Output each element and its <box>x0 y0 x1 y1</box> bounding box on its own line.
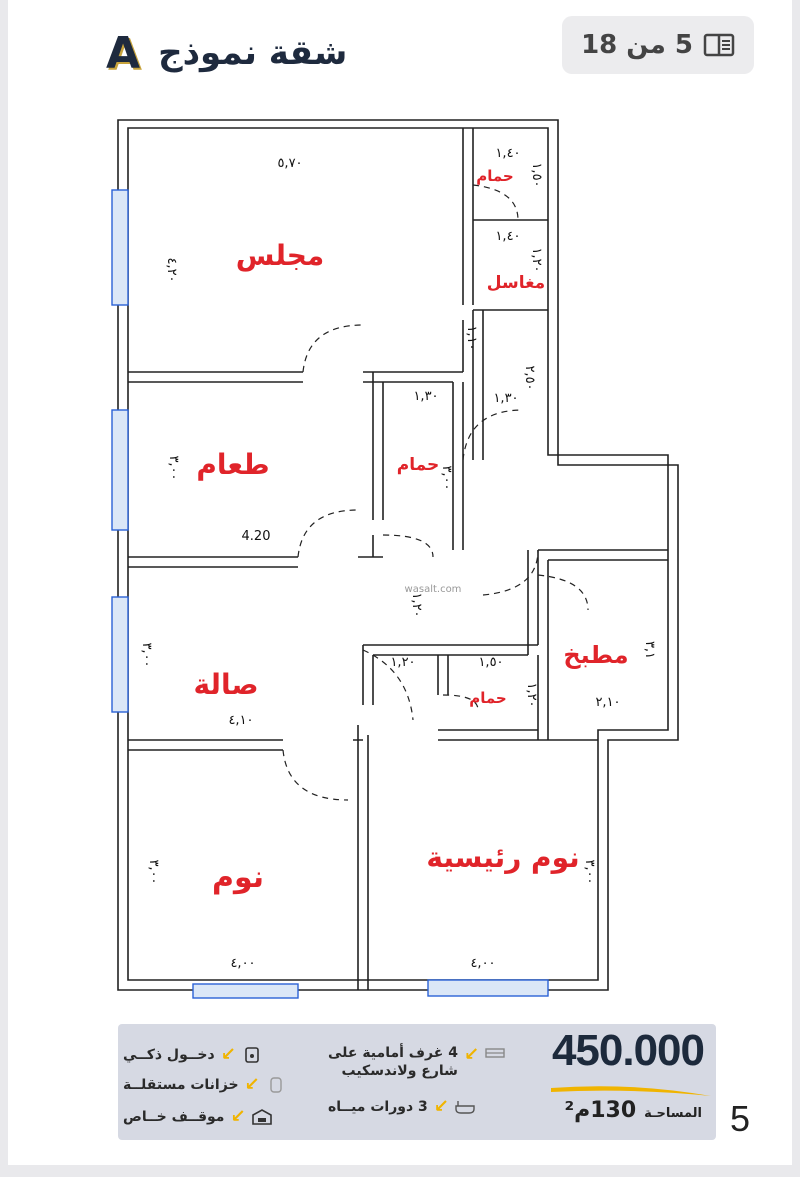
dim-hall-w: ٤,١٠ <box>228 713 254 728</box>
page-counter-button[interactable] <box>562 16 754 74</box>
dim-dining-h: ٣,٠٠ <box>166 455 181 481</box>
dim-kitchen-w: ٢,١٠ <box>595 695 621 710</box>
dim-bath-mid-h: ٣,٠٠ <box>439 465 454 491</box>
book-icon <box>703 33 735 57</box>
area-label: المساحـة <box>644 1106 702 1121</box>
room-label-bedroom: نوم <box>211 860 265 895</box>
feature-front-rooms <box>328 1044 505 1080</box>
page-number: 5 <box>729 1098 750 1139</box>
dim-bath-small-h: ١,٢٠ <box>524 682 539 708</box>
window-master <box>428 980 548 996</box>
bathtub-icon <box>455 1099 475 1115</box>
window-dining <box>112 410 128 530</box>
dim-corridor-h: ١,١٠ <box>464 325 479 351</box>
dim-corridor2-w: ١,٣٠ <box>493 391 519 406</box>
dim-lobby-h: ١,٢٠ <box>409 592 424 618</box>
dim-master-h: ٣,٠٠ <box>582 859 597 885</box>
garage-icon <box>252 1109 272 1125</box>
area-value: 130م² <box>564 1098 637 1123</box>
dim-majlis-w: ٥,٧٠ <box>277 156 303 171</box>
dim-majlis-h: ٤,٢٠ <box>164 257 179 283</box>
dim-bedroom-w: ٤,٠٠ <box>230 956 256 971</box>
arrow-icon: ↙ <box>220 1044 236 1065</box>
window-majlis <box>112 190 128 305</box>
dim-corridor2-h: ٢,٥٠ <box>522 365 537 391</box>
room-label-wash: مغاسل <box>486 273 546 293</box>
arrow-icon: ↙ <box>433 1096 449 1117</box>
dim-master-w: ٤,٠٠ <box>470 956 496 971</box>
page-title <box>106 28 347 78</box>
dim-wash-w: ١,٤٠ <box>495 229 521 244</box>
features-bar <box>118 1024 716 1140</box>
room-label-bath-mid: حمام <box>396 455 440 475</box>
dim-lobby-w: ١,٢٠ <box>390 655 416 670</box>
room-label-master: نوم رئيسية <box>426 841 580 874</box>
feature-parking: ↙ موقــف خــاص <box>123 1106 272 1127</box>
dim-bedroom-h: ٣,٠٠ <box>146 859 161 885</box>
page-counter-text: 5 من 18 <box>581 30 693 60</box>
brochure-page <box>8 0 792 1165</box>
arrow-icon: ↙ <box>244 1074 260 1095</box>
floor-plan <box>108 110 688 1005</box>
window-hall <box>112 597 128 712</box>
price-value: 450.000 <box>551 1026 704 1075</box>
window-bedroom <box>193 984 298 998</box>
model-letter: A <box>106 27 141 79</box>
dim-wash-h: ١,٢٠ <box>529 247 544 273</box>
smart-lock-icon <box>242 1047 262 1063</box>
dim-bath-mid-w: ١,٣٠ <box>413 389 439 404</box>
room-label-majlis: مجلس <box>235 239 325 272</box>
dim-bath-top-h: ١,٥٠ <box>529 162 544 188</box>
room-label-kitchen: مطبخ <box>563 641 629 669</box>
area-info <box>564 1098 702 1123</box>
room-label-hall: صالة <box>193 668 259 701</box>
gold-swoosh-icon <box>551 1082 711 1096</box>
room-label-bath-top: حمام <box>476 167 514 185</box>
bed-icon <box>485 1044 505 1060</box>
front-rooms-line1: 4 غرف أمامية على <box>328 1045 458 1061</box>
dim-bath-small-w: ١,٥٠ <box>478 655 504 670</box>
dim-hall-h: ٣,٠٠ <box>139 642 154 668</box>
dim-bath-top-w: ١,٤٠ <box>495 146 521 161</box>
dim-dining-w: 4.20 <box>241 529 271 544</box>
feature-baths: ↙ 3 دورات ميــاه <box>328 1096 475 1117</box>
feature-smart-entry: ↙ دخــول ذكــي <box>123 1044 262 1065</box>
arrow-icon: ↙ <box>463 1044 480 1065</box>
dim-kitchen-h: ٣,١ <box>642 640 657 660</box>
room-label-bath-small: حمام <box>469 689 507 707</box>
room-label-dining: طعام <box>196 448 270 481</box>
tank-icon <box>266 1077 286 1093</box>
feature-tanks: ↙ خزانات مستقلــة <box>123 1074 286 1095</box>
arrow-icon: ↙ <box>230 1106 246 1127</box>
price-panel <box>543 1024 716 1140</box>
watermark: wasalt.com <box>404 584 462 595</box>
title-text: شقة نموذج <box>158 33 348 73</box>
front-rooms-line2: شارع ولاندسكيب <box>341 1063 458 1079</box>
